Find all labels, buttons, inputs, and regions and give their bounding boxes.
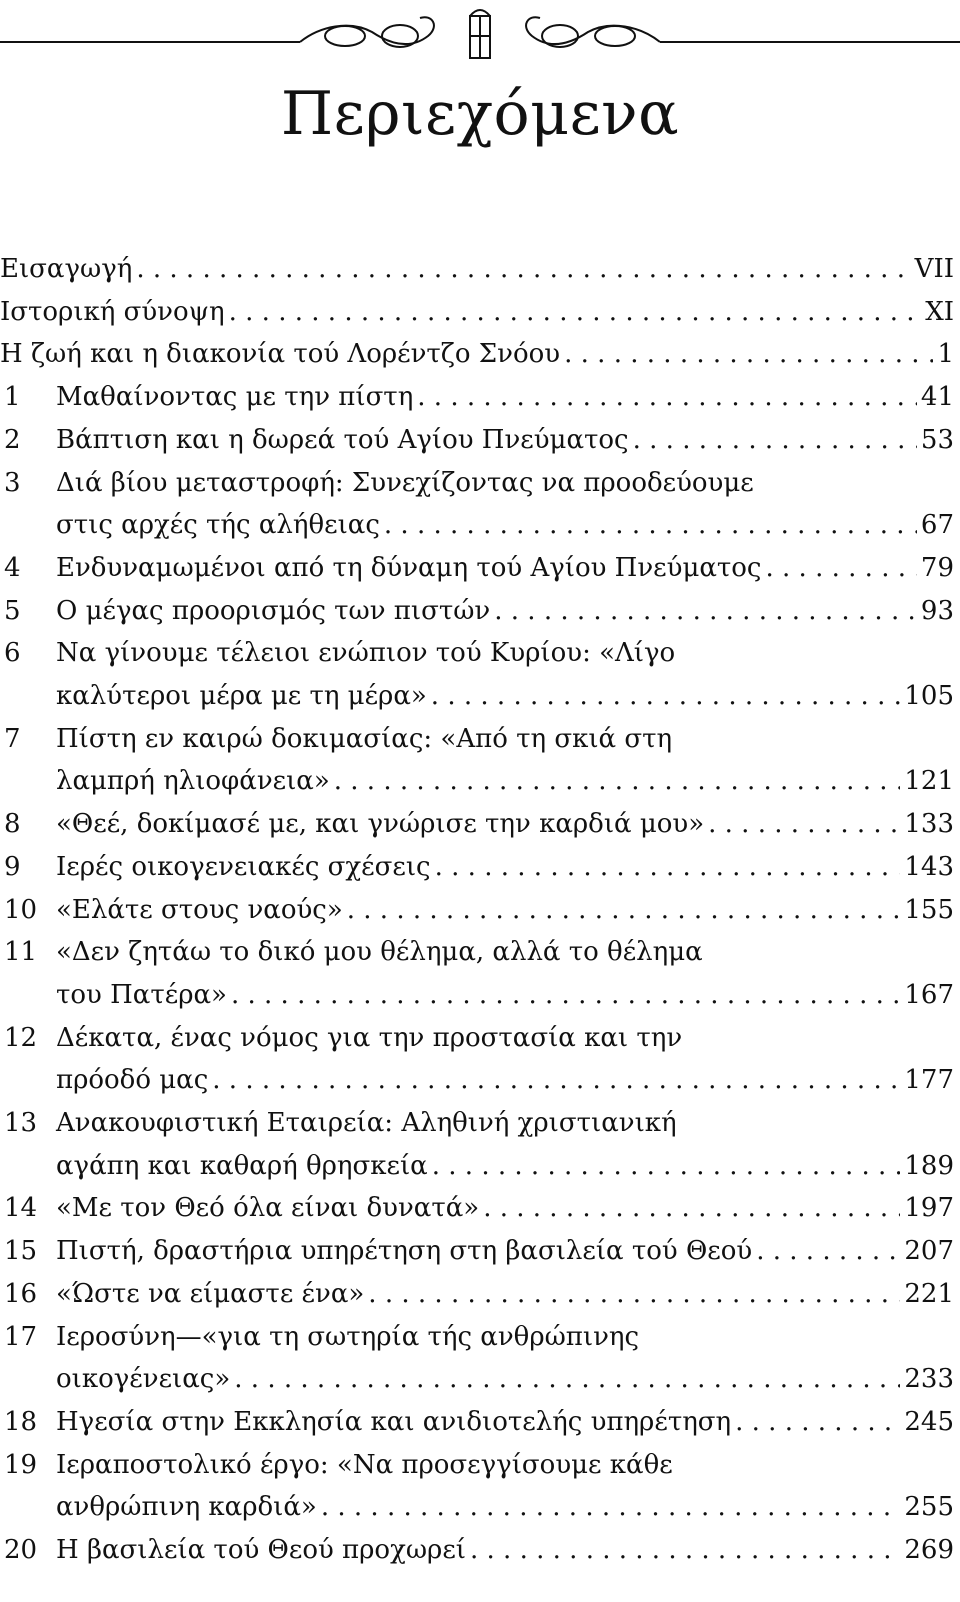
dot-leader — [564, 333, 933, 376]
dot-leader — [633, 419, 917, 462]
dot-leader — [368, 1273, 900, 1316]
chapter-title-continued: στις αρχές τής αλήθειας — [56, 510, 380, 541]
chapter-title: Ιεραποστολικό έργο: «Να προσεγγίσουμε κάθε — [56, 1449, 673, 1480]
toc-entry[interactable] — [0, 1187, 954, 1230]
toc-entry[interactable] — [0, 931, 954, 1016]
chapter-title: Διά βίου μεταστροφή: Συνεχίζοντας να προοδεύουμε — [56, 467, 754, 498]
chapter-number: 16 — [4, 1278, 38, 1309]
chapter-title: Πίστη εν καιρώ δοκιμασίας: «Από τη σκιά στη — [56, 723, 673, 754]
chapter-number: 19 — [4, 1449, 38, 1480]
chapter-title-continued: ανθρώπινη καρδιά» — [56, 1492, 317, 1523]
page-number: 53 — [920, 424, 954, 455]
page-title: Περιεχόμενα — [280, 79, 680, 149]
toc-entry[interactable] — [0, 1102, 954, 1187]
chapter-number: 10 — [4, 894, 38, 925]
chapter-title: Ανακουφιστική Εταιρεία: Αληθινή χριστιανική — [56, 1108, 677, 1138]
toc-entry[interactable] — [0, 1017, 954, 1102]
chapter-title: «Θεέ, δοκίμασέ με, και γνώρισε την καρδιά μου» — [56, 809, 705, 840]
chapter-title-continued: αγάπη και καθαρή θρησκεία — [56, 1150, 428, 1181]
chapter-title-continued: του Πατέρα» — [56, 979, 227, 1010]
chapter-title: Η βασιλεία τού Θεού προχωρεί — [56, 1535, 466, 1565]
page-number: XI — [925, 296, 954, 327]
chapter-title: Βάπτιση και η δωρεά τού Αγίου Πνεύματος — [56, 424, 629, 455]
toc-entry[interactable] — [0, 889, 954, 932]
toc-entry[interactable] — [0, 846, 954, 889]
toc-entry[interactable] — [0, 803, 954, 846]
chapter-title: Μαθαίνοντας με την πίστη — [56, 382, 414, 413]
chapter-title: Ιεροσύνη—«για τη σωτηρία τής ανθρώπινης — [56, 1321, 640, 1352]
page-number: 67 — [920, 510, 954, 541]
chapter-title: «Δεν ζητάω το δικό μου θέλημα, αλλά το θέλημα — [56, 937, 703, 968]
toc-entry[interactable] — [0, 590, 954, 633]
chapter-title: «Ώστε να είμαστε ένα» — [56, 1278, 365, 1309]
toc-entry[interactable] — [0, 718, 954, 803]
chapter-number: 2 — [4, 424, 21, 455]
dot-leader — [347, 889, 901, 932]
page-number: 121 — [904, 766, 954, 797]
toc-entry[interactable] — [0, 291, 954, 334]
chapter-number: 7 — [4, 723, 21, 754]
page-number: 221 — [904, 1278, 954, 1309]
chapter-title: Ο μέγας προορισμός των πιστών — [56, 595, 491, 626]
chapter-number: 18 — [4, 1406, 38, 1437]
dot-leader — [431, 675, 901, 718]
page-number: 197 — [904, 1193, 954, 1224]
dot-leader — [212, 1059, 900, 1102]
chapter-number: 1 — [4, 382, 21, 413]
page-number: 177 — [904, 1065, 954, 1096]
page-number: 1 — [937, 339, 954, 370]
chapter-title: Ιστορική σύνοψη — [0, 296, 225, 327]
dot-leader — [334, 760, 901, 803]
chapter-number: 14 — [4, 1193, 38, 1224]
dot-leader — [435, 846, 901, 889]
chapter-number: 5 — [4, 595, 21, 626]
chapter-number: 4 — [4, 552, 21, 583]
dot-leader — [470, 1529, 900, 1572]
chapter-number: 6 — [4, 638, 21, 669]
dot-leader — [234, 1358, 900, 1401]
page-number: 105 — [904, 680, 954, 711]
dot-leader — [766, 547, 917, 590]
chapter-title: Δέκατα, ένας νόμος για την προστασία και την — [56, 1022, 683, 1053]
toc-entry[interactable] — [0, 376, 954, 419]
toc-entry[interactable] — [0, 547, 954, 590]
page-number: 79 — [920, 552, 954, 583]
chapter-title: «Με τον Θεό όλα είναι δυνατά» — [56, 1193, 480, 1224]
toc-entry[interactable] — [0, 1230, 954, 1273]
chapter-number: 11 — [4, 937, 38, 968]
toc-entry[interactable] — [0, 248, 954, 291]
chapter-title-continued: πρόοδό μας — [56, 1065, 209, 1096]
chapter-title: «Ελάτε στους ναούς» — [56, 894, 343, 925]
chapter-number: 3 — [4, 467, 21, 498]
dot-leader — [136, 248, 910, 291]
chapter-title: Πιστή, δραστήρια υπηρέτηση στη βασιλεία τού Θεού — [56, 1236, 753, 1267]
chapter-title-continued: καλύτεροι μέρα με τη μέρα» — [56, 680, 427, 711]
chapter-number: 8 — [4, 809, 21, 840]
toc-entry[interactable] — [0, 1316, 954, 1401]
dot-leader — [756, 1230, 900, 1273]
header-ornament — [0, 6, 960, 66]
toc-entry[interactable] — [0, 333, 954, 376]
dot-leader — [417, 376, 917, 419]
page-number: 269 — [904, 1535, 954, 1565]
dot-leader — [229, 291, 922, 334]
dot-leader — [321, 1486, 901, 1529]
chapter-number: 15 — [4, 1236, 38, 1267]
page-number: 133 — [904, 809, 954, 840]
page-number: 255 — [904, 1492, 954, 1523]
page-number: 93 — [920, 595, 954, 626]
toc-entry[interactable] — [0, 632, 954, 717]
dot-leader — [494, 590, 917, 633]
toc-entry[interactable] — [0, 1529, 954, 1572]
chapter-title: Ιερές οικογενειακές σχέσεις — [56, 851, 431, 882]
chapter-title: Να γίνουμε τέλειοι ενώπιον τού Κυρίου: «Λίγο — [56, 638, 676, 669]
chapter-number: 17 — [4, 1321, 38, 1352]
chapter-title-continued: οικογένειας» — [56, 1364, 231, 1395]
chapter-title-continued: λαμπρή ηλιοφάνεια» — [56, 766, 330, 797]
dot-leader — [483, 1187, 900, 1230]
page-number: 207 — [904, 1236, 954, 1267]
page-number: 143 — [904, 851, 954, 882]
dot-leader — [708, 803, 900, 846]
chapter-number: 12 — [4, 1022, 38, 1053]
dot-leader — [432, 1145, 901, 1188]
chapter-number: 20 — [4, 1535, 38, 1565]
toc-entry[interactable] — [0, 1444, 954, 1529]
chapter-title: Εισαγωγή — [0, 254, 133, 284]
page-number: 167 — [904, 979, 954, 1010]
toc-entry[interactable] — [0, 462, 954, 547]
dot-leader — [735, 1401, 900, 1444]
page-number: 245 — [904, 1406, 954, 1437]
chapter-title: Η ζωή και η διακονία τού Λορέντζο Σνόου — [0, 339, 561, 370]
chapter-number: 9 — [4, 851, 21, 882]
page-number: 155 — [904, 894, 954, 925]
chapter-title: Ενδυναμωμένοι από τη δύναμη τού Αγίου Πνεύματος — [56, 552, 762, 583]
toc-entry[interactable] — [0, 419, 954, 462]
page-number: 41 — [920, 382, 954, 413]
page-number: 189 — [904, 1150, 954, 1181]
toc-entry[interactable] — [0, 1401, 954, 1444]
dot-leader — [231, 974, 900, 1017]
page-number: VII — [914, 254, 954, 284]
chapter-number: 13 — [4, 1108, 38, 1138]
dot-leader — [384, 504, 917, 547]
page-number: 233 — [904, 1364, 954, 1395]
chapter-title: Ηγεσία στην Εκκλησία και ανιδιοτελής υπηρέτηση — [56, 1406, 732, 1437]
toc-entry[interactable] — [0, 1273, 954, 1316]
